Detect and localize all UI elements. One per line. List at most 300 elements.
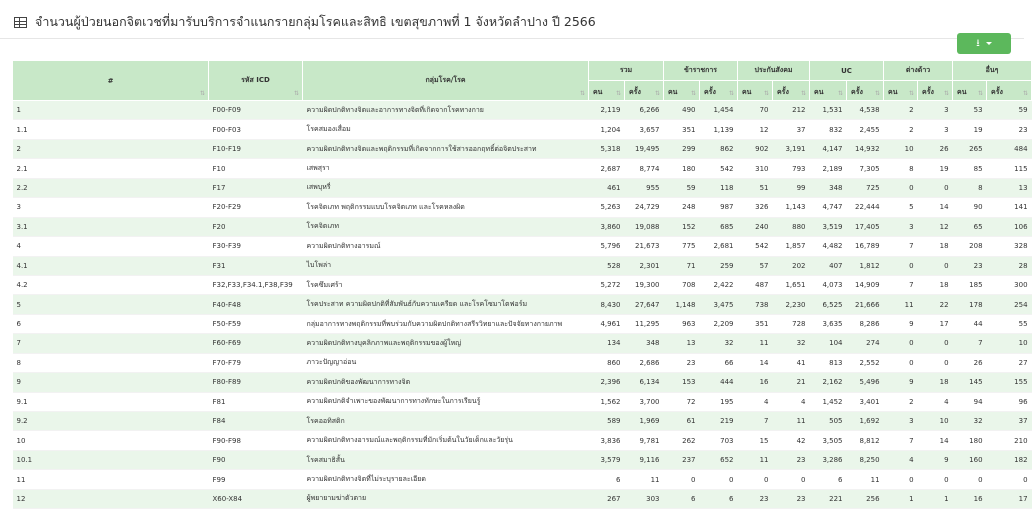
cell-index: 2.2 [13,178,209,197]
cell-value: 0 [987,470,1032,489]
column-group-social-security: ประกันสังคม [738,61,810,81]
sort-icon[interactable]: ⇅ [837,90,844,97]
sort-icon[interactable]: ⇅ [199,90,205,97]
cell-value: 22,444 [847,198,884,217]
cell-value: 461 [589,178,625,197]
cell-value: 2,230 [773,295,810,314]
cell-index: 9.1 [13,392,209,411]
cell-value: 3,401 [847,392,884,411]
cell-value: 1,812 [847,256,884,275]
cell-value: 4 [773,392,810,411]
cell-group-name: โรคสมาธิสั้น [303,450,589,469]
cell-value: 652 [700,450,738,469]
cell-value: 3,191 [773,139,810,158]
cell-value: 2,687 [589,159,625,178]
cell-value: 351 [664,120,700,139]
cell-value: 1,562 [589,392,625,411]
cell-value: 987 [700,198,738,217]
cell-value: 728 [773,314,810,333]
cell-value: 6 [589,470,625,489]
cell-index: 12 [13,489,209,508]
cell-value: 2,681 [700,237,738,256]
cell-value: 2,396 [589,373,625,392]
column-header-social-person[interactable]: คน ⇅ [738,81,773,101]
cell-group-name: เสพสุรา [303,159,589,178]
cell-group-name: ความผิดปกติทางบุคลิกภาพและพฤติกรรมของผู้ใหญ่ [303,334,589,353]
table-row[interactable] [13,256,1032,275]
cell-value: 1,651 [773,275,810,294]
cell-group-name: ไบโพล่า [303,256,589,275]
cell-value: 1,692 [847,412,884,431]
cell-value: 0 [918,470,953,489]
data-table [12,60,1032,509]
sort-icon[interactable]: ⇅ [978,90,984,97]
cell-index: 3.1 [13,217,209,236]
cell-value: 32 [953,412,987,431]
cell-value: 18 [918,237,953,256]
cell-value: 775 [664,237,700,256]
cell-value: 793 [773,159,810,178]
cell-group-name: ผู้พยายามฆ่าตัวตาย [303,489,589,508]
table-row[interactable] [13,353,1032,372]
cell-index: 4.2 [13,275,209,294]
cell-group-name: เสพบุหรี่ [303,178,589,197]
cell-group-name: โรคจิตเภท [303,217,589,236]
table-row[interactable] [13,470,1032,489]
cell-value: 328 [987,237,1032,256]
cell-icd: F00-F03 [209,120,303,139]
download-icon: ⭳ [976,37,980,49]
table-row[interactable] [13,431,1032,450]
cell-value: 1,148 [664,295,700,314]
cell-value: 134 [589,334,625,353]
cell-index: 9 [13,373,209,392]
sort-icon[interactable]: ⇅ [690,90,696,97]
cell-value: 2,189 [810,159,847,178]
export-dropdown-button[interactable] [957,33,1011,54]
cell-value: 219 [700,412,738,431]
cell-value: 0 [664,470,700,489]
cell-value: 267 [589,489,625,508]
cell-value: 3,286 [810,450,847,469]
cell-value: 178 [953,295,987,314]
cell-value: 880 [773,217,810,236]
cell-value: 2 [884,120,918,139]
table-row[interactable] [13,217,1032,236]
cell-value: 71 [664,256,700,275]
cell-value: 5 [884,198,918,217]
cell-value: 65 [953,217,987,236]
column-header-icd[interactable]: รหัส ICD ⇅ [209,61,303,101]
cell-group-name: โรคจิตเภท พฤติกรรมแบบโรคจิตเภท และโรคหลงผิด [303,198,589,217]
cell-group-name: โรคสมองเสื่อม [303,120,589,139]
cell-value: 505 [810,412,847,431]
cell-value: 115 [987,159,1032,178]
cell-value: 6 [700,489,738,508]
cell-value: 141 [987,198,1032,217]
table-row[interactable] [13,159,1032,178]
cell-value: 7 [738,412,773,431]
cell-value: 3,836 [589,431,625,450]
cell-value: 9,781 [625,431,664,450]
cell-value: 2,422 [700,275,738,294]
cell-value: 55 [987,314,1032,333]
cell-value: 4 [884,450,918,469]
cell-value: 5,272 [589,275,625,294]
cell-value: 19,088 [625,217,664,236]
sort-icon[interactable]: ⇅ [728,90,734,97]
cell-value: 1 [884,489,918,508]
cell-value: 9 [884,373,918,392]
column-header-group[interactable]: กลุ่มโรค/โรค ⇅ [303,61,589,101]
cell-value: 5,796 [589,237,625,256]
cell-value: 26 [953,353,987,372]
table-row[interactable] [13,120,1032,139]
cell-value: 299 [664,139,700,158]
cell-value: 61 [664,412,700,431]
cell-value: 0 [918,334,953,353]
table-row[interactable] [13,198,1032,217]
cell-value: 3 [918,101,953,120]
cell-value: 19 [918,159,953,178]
column-header-foreign-person[interactable]: คน ⇅ [884,81,918,101]
cell-value: 11 [738,334,773,353]
column-group-total: รวม [589,61,664,81]
cell-value: 703 [700,431,738,450]
column-group-civil-servant: ข้าราชการ [664,61,738,81]
cell-value: 1,857 [773,237,810,256]
cell-value: 70 [738,101,773,120]
cell-value: 407 [810,256,847,275]
cell-value: 12 [738,120,773,139]
cell-value: 738 [738,295,773,314]
cell-value: 4,147 [810,139,847,158]
sort-icon[interactable]: ⇅ [763,90,769,97]
cell-value: 19,300 [625,275,664,294]
cell-value: 104 [810,334,847,353]
cell-index: 9.2 [13,412,209,431]
cell-value: 528 [589,256,625,275]
table-row[interactable] [13,101,1032,120]
table-row[interactable] [13,373,1032,392]
cell-icd: F70-F79 [209,353,303,372]
cell-value: 8,250 [847,450,884,469]
cell-value: 237 [664,450,700,469]
cell-value: 21,673 [625,237,664,256]
cell-group-name: ความผิดปกติทางอารมณ์และพฤติกรรมที่มักเริ่มต้นในวัยเด็กและวัยรุ่น [303,431,589,450]
cell-value: 145 [953,373,987,392]
cell-value: 8 [953,178,987,197]
cell-value: 32 [700,334,738,353]
cell-icd: F30-F39 [209,237,303,256]
cell-value: 14 [738,353,773,372]
cell-group-name: โรคออทิสติก [303,412,589,431]
cell-value: 1,969 [625,412,664,431]
cell-icd: F17 [209,178,303,197]
cell-value: 4,073 [810,275,847,294]
cell-value: 1,454 [700,101,738,120]
cell-index: 4 [13,237,209,256]
cell-value: 11 [625,470,664,489]
cell-value: 19,495 [625,139,664,158]
cell-value: 24,729 [625,198,664,217]
cell-index: 11 [13,470,209,489]
cell-value: 444 [700,373,738,392]
cell-value: 6,134 [625,373,664,392]
cell-value: 4 [738,392,773,411]
cell-value: 9,116 [625,450,664,469]
cell-value: 16 [738,373,773,392]
column-header-other-person[interactable]: คน ⇅ [953,81,987,101]
cell-value: 3,860 [589,217,625,236]
column-header-social-visit[interactable]: ครั้ง ⇅ [773,81,810,101]
report-title-bar [14,12,596,32]
cell-value: 16 [953,489,987,508]
cell-value: 11 [773,412,810,431]
cell-icd: F90-F98 [209,431,303,450]
cell-value: 94 [953,392,987,411]
cell-value: 3,635 [810,314,847,333]
cell-value: 300 [987,275,1032,294]
cell-value: 303 [625,489,664,508]
column-header-total-person[interactable]: คน ⇅ [589,81,625,101]
cell-value: 0 [918,256,953,275]
cell-icd: F81 [209,392,303,411]
sort-icon[interactable]: ⇅ [875,90,881,97]
cell-value: 860 [589,353,625,372]
cell-value: 2 [884,101,918,120]
cell-value: 589 [589,412,625,431]
cell-value: 19 [953,120,987,139]
cell-value: 0 [884,353,918,372]
cell-group-name: โรคซึมเศร้า [303,275,589,294]
cell-value: 351 [738,314,773,333]
cell-value: 14,909 [847,275,884,294]
cell-value: 17 [918,314,953,333]
cell-value: 22 [918,295,953,314]
cell-value: 96 [987,392,1032,411]
cell-value: 37 [773,120,810,139]
table-row[interactable] [13,334,1032,353]
cell-value: 0 [773,470,810,489]
table-row[interactable] [13,412,1032,431]
cell-group-name: ความผิดปกติทางจิตที่ไม่ระบุรายละเอียด [303,470,589,489]
cell-value: 66 [700,353,738,372]
cell-icd: F00-F09 [209,101,303,120]
sort-icon[interactable]: ⇅ [579,90,585,97]
cell-value: 32 [773,334,810,353]
sort-icon[interactable]: ⇅ [944,90,950,97]
sort-icon[interactable]: ⇅ [293,90,299,97]
cell-value: 5,318 [589,139,625,158]
cell-value: 832 [810,120,847,139]
cell-value: 254 [987,295,1032,314]
cell-value: 59 [664,178,700,197]
cell-icd: F80-F89 [209,373,303,392]
table-row[interactable] [13,314,1032,333]
table-row[interactable] [13,295,1032,314]
cell-value: 18 [918,275,953,294]
cell-value: 274 [847,334,884,353]
column-group-uc: UC [810,61,884,81]
cell-icd: F10 [209,159,303,178]
cell-value: 1,204 [589,120,625,139]
cell-value: 212 [773,101,810,120]
cell-icd: F50-F59 [209,314,303,333]
cell-value: 51 [738,178,773,197]
cell-group-name: โรคประสาท ความผิดปกติที่สัมพันธ์กับความเครียด และโรคโซมาโตฟอร์ม [303,295,589,314]
cell-value: 3 [918,120,953,139]
cell-value: 180 [664,159,700,178]
cell-index: 10 [13,431,209,450]
cell-value: 0 [918,353,953,372]
cell-value: 10 [918,412,953,431]
cell-value: 59 [987,101,1032,120]
cell-value: 484 [987,139,1032,158]
cell-value: 1,143 [773,198,810,217]
cell-value: 0 [884,256,918,275]
chevron-down-icon [986,42,992,45]
cell-value: 21 [773,373,810,392]
cell-value: 106 [987,217,1032,236]
cell-value: 3,505 [810,431,847,450]
table-row[interactable] [13,275,1032,294]
cell-index: 7 [13,334,209,353]
cell-value: 542 [738,237,773,256]
cell-value: 0 [700,470,738,489]
cell-icd: F10-F19 [209,139,303,158]
cell-value: 2 [884,392,918,411]
cell-group-name: กลุ่มอาการทางพฤติกรรมที่พบร่วมกับความผิดปกติทางสรีรวิทยาและปัจจัยทางกายภาพ [303,314,589,333]
cell-icd: F84 [209,412,303,431]
cell-value: 7 [953,334,987,353]
sort-icon[interactable]: ⇅ [1023,90,1029,97]
cell-value: 259 [700,256,738,275]
column-header-total-visit[interactable]: ครั้ง ⇅ [625,81,664,101]
cell-value: 21,666 [847,295,884,314]
cell-value: 708 [664,275,700,294]
cell-value: 23 [987,120,1032,139]
cell-value: 4,538 [847,101,884,120]
cell-value: 6,266 [625,101,664,120]
cell-value: 195 [700,392,738,411]
cell-value: 490 [664,101,700,120]
cell-value: 14 [918,431,953,450]
cell-value: 2,119 [589,101,625,120]
cell-value: 99 [773,178,810,197]
cell-value: 3,657 [625,120,664,139]
column-header-civil-visit[interactable]: ครั้ง ⇅ [700,81,738,101]
cell-value: 27,647 [625,295,664,314]
cell-value: 1 [918,489,953,508]
cell-value: 487 [738,275,773,294]
cell-value: 8,774 [625,159,664,178]
cell-value: 118 [700,178,738,197]
cell-value: 27 [987,353,1032,372]
cell-value: 542 [700,159,738,178]
table-row[interactable] [13,139,1032,158]
cell-value: 8,812 [847,431,884,450]
cell-value: 5,496 [847,373,884,392]
table-row[interactable] [13,178,1032,197]
cell-index: 8 [13,353,209,372]
cell-value: 1,452 [810,392,847,411]
cell-value: 265 [953,139,987,158]
cell-value: 0 [738,470,773,489]
column-header-other-visit[interactable]: ครั้ง ⇅ [987,81,1032,101]
cell-value: 23 [953,256,987,275]
column-header-civil-person[interactable]: คน ⇅ [664,81,700,101]
cell-value: 4,747 [810,198,847,217]
cell-icd: F20-F29 [209,198,303,217]
column-header-foreign-visit[interactable]: ครั้ง ⇅ [918,81,953,101]
cell-value: 3 [884,412,918,431]
cell-value: 9 [918,450,953,469]
table-row[interactable] [13,450,1032,469]
cell-icd: X60-X84 [209,489,303,508]
cell-value: 221 [810,489,847,508]
table-row[interactable] [13,392,1032,411]
cell-value: 18 [918,373,953,392]
cell-value: 3 [884,217,918,236]
cell-index: 2 [13,139,209,158]
cell-value: 5,263 [589,198,625,217]
cell-value: 0 [918,178,953,197]
cell-value: 348 [625,334,664,353]
sort-icon[interactable]: ⇅ [615,90,621,97]
sort-icon[interactable]: ⇅ [654,90,660,97]
cell-value: 15 [738,431,773,450]
cell-value: 13 [664,334,700,353]
cell-value: 7 [884,237,918,256]
column-header-index[interactable]: # ⇅ [13,61,209,101]
column-header-uc-visit[interactable]: ครั้ง ⇅ [847,81,884,101]
cell-value: 1,531 [810,101,847,120]
table-row[interactable] [13,489,1032,508]
table-icon [14,17,27,28]
column-group-other: อื่นๆ [953,61,1032,81]
cell-value: 10 [987,334,1032,353]
cell-value: 8,286 [847,314,884,333]
cell-value: 153 [664,373,700,392]
cell-value: 310 [738,159,773,178]
cell-value: 210 [987,431,1032,450]
cell-value: 180 [953,431,987,450]
cell-icd: F40-F48 [209,295,303,314]
cell-value: 208 [953,237,987,256]
cell-value: 182 [987,450,1032,469]
cell-value: 53 [953,101,987,120]
cell-value: 8 [884,159,918,178]
sort-icon[interactable]: ⇅ [800,90,807,97]
cell-value: 85 [953,159,987,178]
cell-index: 1 [13,101,209,120]
table-row[interactable] [13,237,1032,256]
cell-value: 72 [664,392,700,411]
cell-value: 0 [884,470,918,489]
cell-value: 955 [625,178,664,197]
cell-value: 240 [738,217,773,236]
cell-value: 202 [773,256,810,275]
cell-value: 0 [884,334,918,353]
cell-value: 3,579 [589,450,625,469]
column-header-uc-person[interactable]: คน ⇅ [810,81,847,101]
sort-icon[interactable]: ⇅ [909,90,915,97]
cell-value: 348 [810,178,847,197]
cell-icd: F32,F33,F34.1,F38,F39 [209,275,303,294]
cell-index: 3 [13,198,209,217]
cell-value: 11,295 [625,314,664,333]
